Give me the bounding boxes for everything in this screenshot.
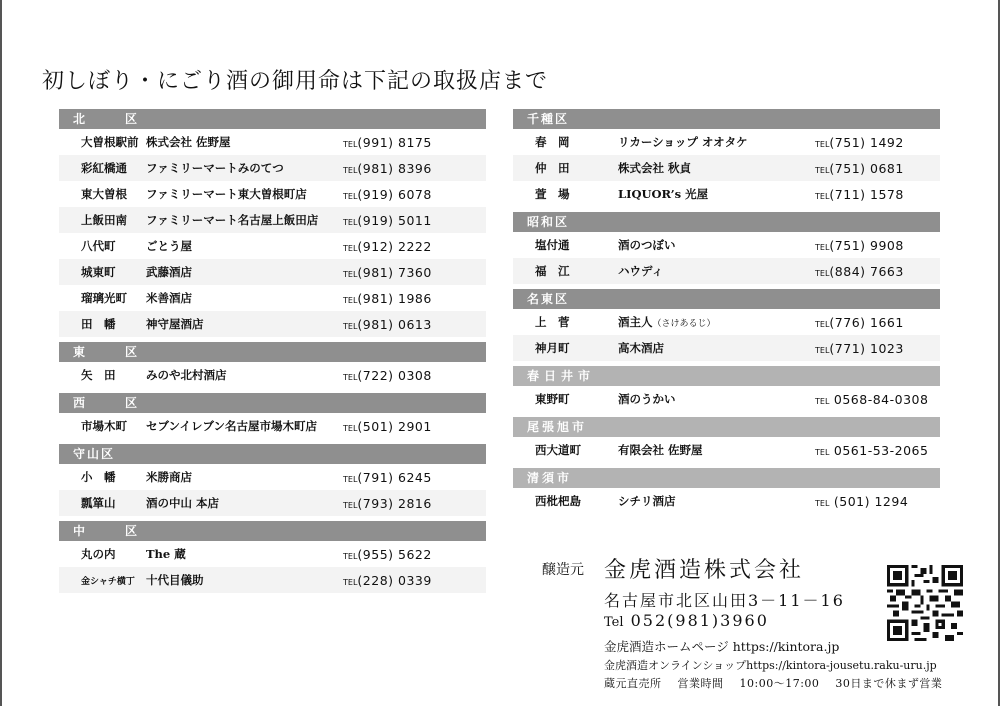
- shop-tel: TEL(912) 2222: [343, 238, 432, 254]
- shop-name: 神守屋酒店: [146, 317, 204, 331]
- section-header-showa: 昭和区: [513, 212, 940, 232]
- online-shop-link[interactable]: 金虎酒造オンラインショップhttps://kintora-jousetu.raku-uru.jp: [604, 659, 937, 672]
- area-name: 丸の内: [81, 547, 116, 561]
- shop-name: シチリ酒店: [618, 494, 676, 508]
- shop-tel: TEL(771) 1023: [815, 340, 904, 356]
- shop-name: 米善酒店: [146, 291, 192, 305]
- area-name: 大曽根駅前: [81, 135, 139, 149]
- table-row: [59, 490, 486, 516]
- section-header-nishi: 西 区: [59, 393, 486, 413]
- area-name: 田 幡: [81, 317, 116, 331]
- section-header-kiyosu: 清須市: [513, 468, 940, 488]
- table-row: [513, 309, 940, 335]
- shop-name: リカーショップ オオタケ: [618, 135, 748, 149]
- hours-value: 10:00～17:00: [739, 677, 820, 690]
- table-row: [513, 258, 940, 284]
- store-hours: [604, 675, 954, 691]
- company-address: 名古屋市北区山田3－11－16: [604, 591, 845, 610]
- shop-tel: TEL(751) 9908: [815, 237, 904, 253]
- area-name: 彩紅橋通: [81, 161, 127, 175]
- area-name: 瑠璃光町: [81, 291, 127, 305]
- table-row: [513, 437, 940, 463]
- area-name: 仲 田: [535, 161, 570, 175]
- shop-tel: TEL(991) 8175: [343, 134, 432, 150]
- shop-name: 有限会社 佐野屋: [618, 443, 703, 457]
- area-name: 八代町: [81, 239, 116, 253]
- qr-code-icon[interactable]: [886, 565, 964, 641]
- area-name: 瓢箪山: [81, 496, 116, 510]
- area-name: 市場木町: [81, 419, 127, 433]
- shop-name: みのや北村酒店: [146, 368, 227, 382]
- area-name: 城東町: [81, 265, 116, 279]
- hours-title: 営業時間: [677, 677, 724, 690]
- left-column: [59, 109, 486, 593]
- company-name: 金虎酒造株式会社: [604, 558, 805, 583]
- area-name: 矢 田: [81, 368, 116, 382]
- shop-tel: TEL(501) 2901: [343, 418, 432, 434]
- shop-name: The 蔵: [146, 547, 186, 561]
- area-name: 福 江: [535, 264, 570, 278]
- table-row: [59, 464, 486, 490]
- shop-name: 武藤酒店: [146, 265, 192, 279]
- shop-tel: TEL(955) 5622: [343, 546, 432, 562]
- table-row: [59, 413, 486, 439]
- table-row: [59, 541, 486, 567]
- shop-name: ファミリーマートみのてつ: [146, 161, 284, 175]
- shop-tel: TEL 0561-53-2065: [815, 442, 929, 458]
- shop-name: ファミリーマート名古屋上飯田店: [146, 213, 319, 227]
- table-row: [59, 181, 486, 207]
- shop-name: LIQUOR’s 光屋: [618, 187, 709, 201]
- shop-name: 酒のつぼい: [618, 238, 676, 252]
- shop-tel: TEL(981) 8396: [343, 160, 432, 176]
- section-header-kasugai: 春日井市: [513, 366, 940, 386]
- area-name: 東野町: [535, 392, 570, 406]
- shop-name: 株式会社 佐野屋: [146, 135, 231, 149]
- table-row: [59, 285, 486, 311]
- area-name: 萱 場: [535, 187, 570, 201]
- shop-tel: TEL(751) 0681: [815, 160, 904, 176]
- right-column: [513, 109, 940, 514]
- section-header-kita: 北 区: [59, 109, 486, 129]
- shop-tel: TEL(919) 5011: [343, 212, 432, 228]
- shop-tel: TEL (501) 1294: [815, 493, 909, 509]
- section-header-naka: 中 区: [59, 521, 486, 541]
- shop-name: 酒の中山 本店: [146, 496, 220, 510]
- area-name: 上 菅: [535, 315, 570, 329]
- table-row: [59, 259, 486, 285]
- area-name: 小 幡: [81, 470, 116, 484]
- shop-name: 株式会社 秋貞: [618, 161, 692, 175]
- table-row: [513, 181, 940, 207]
- shop-tel: TEL(884) 7663: [815, 263, 904, 279]
- brewer-label: 醸造元: [542, 562, 584, 578]
- shop-tel: TEL(776) 1661: [815, 314, 904, 330]
- shop-tel: TEL(919) 6078: [343, 186, 432, 202]
- area-name: 西枇杷島: [535, 494, 581, 508]
- shop-name: ハウディ: [618, 264, 664, 278]
- shop-tel: TEL(793) 2816: [343, 495, 432, 511]
- section-header-meito: 名東区: [513, 289, 940, 309]
- shop-tel: TEL(751) 1492: [815, 134, 904, 150]
- area-name: 春 岡: [535, 135, 570, 149]
- shop-name: ごとう屋: [146, 239, 192, 253]
- shop-name: 十代目儀助: [146, 573, 204, 587]
- area-name: 上飯田南: [81, 213, 127, 227]
- store-label: 蔵元直売所: [604, 677, 662, 690]
- section-header-chikusa: 千種区: [513, 109, 940, 129]
- area-name: 東大曽根: [81, 187, 127, 201]
- table-row: [513, 335, 940, 361]
- hours-note: 30日まで休まず営業: [835, 677, 943, 690]
- table-row: [59, 155, 486, 181]
- section-header-moriyama: 守山区: [59, 444, 486, 464]
- shop-tel: TEL 0568-84-0308: [815, 391, 929, 407]
- table-row: [513, 232, 940, 258]
- table-row: [513, 129, 940, 155]
- shop-reading: （さけあるじ）: [652, 319, 716, 329]
- shop-name: 酒のうかい: [618, 392, 676, 406]
- shop-tel: TEL(228) 0339: [343, 572, 432, 588]
- section-header-owariasahi: 尾張旭市: [513, 417, 940, 437]
- section-header-higashi: 東 区: [59, 342, 486, 362]
- table-row: [59, 207, 486, 233]
- table-row: [513, 155, 940, 181]
- table-row: [513, 488, 940, 514]
- shop-tel: TEL(722) 0308: [343, 367, 432, 383]
- page-title: 初しぼり・にごり酒の御用命は下記の取扱店まで: [42, 69, 549, 94]
- table-row: [59, 311, 486, 337]
- shop-name: セブンイレブン名古屋市場木町店: [146, 419, 318, 433]
- shop-tel: TEL(711) 1578: [815, 186, 904, 202]
- table-row: [59, 362, 486, 388]
- shop-tel: TEL(791) 6245: [343, 469, 432, 485]
- shop-tel: TEL(981) 1986: [343, 290, 432, 306]
- table-row: [59, 129, 486, 155]
- table-row: [59, 233, 486, 259]
- homepage-link[interactable]: 金虎酒造ホームページ https://kintora.jp: [604, 639, 840, 654]
- area-name: 神月町: [535, 341, 570, 355]
- area-name: 塩付通: [535, 238, 570, 252]
- table-row: [59, 567, 486, 593]
- table-row: [513, 386, 940, 412]
- shop-tel: TEL(981) 0613: [343, 316, 432, 332]
- shop-name: 米勝商店: [146, 470, 192, 484]
- company-phone: Tel 052(981)3960: [604, 611, 769, 630]
- area-name: 金シャチ横丁: [81, 576, 135, 587]
- shop-tel: TEL(981) 7360: [343, 264, 432, 280]
- shop-name: 高木酒店: [618, 341, 664, 355]
- shop-name: ファミリーマート東大曽根町店: [146, 187, 307, 201]
- shop-name: 酒主人（さけあるじ）: [618, 315, 716, 329]
- area-name: 西大道町: [535, 443, 581, 457]
